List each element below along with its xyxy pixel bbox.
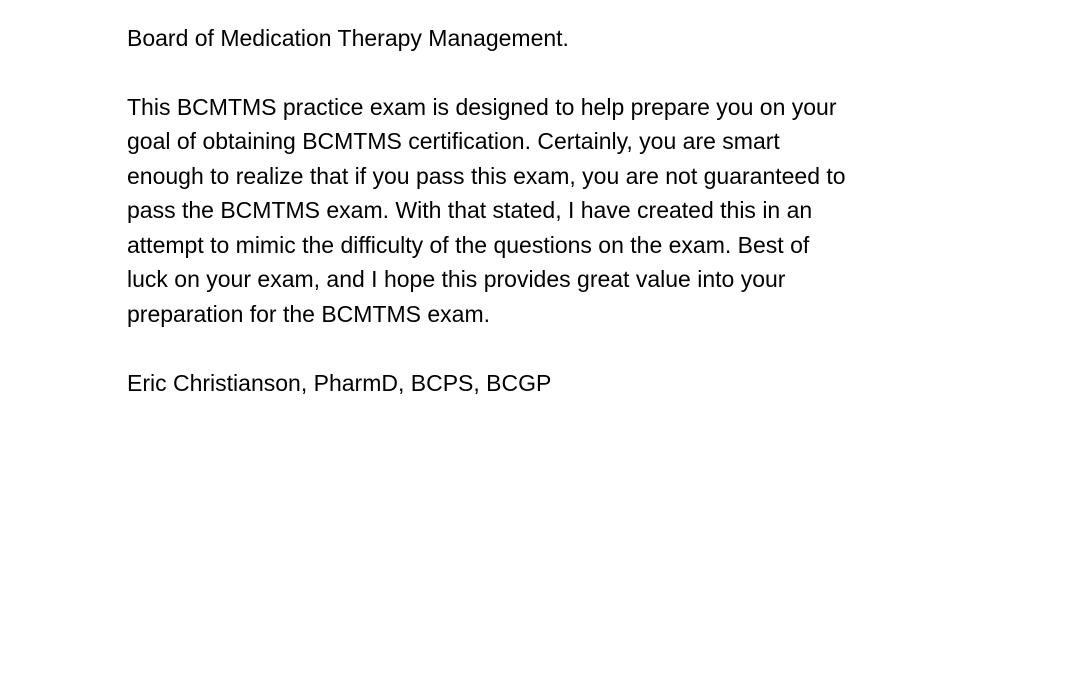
paragraph-gap [127,55,957,90]
document-body [127,0,957,400]
main-line-4: pass the BCMTMS exam. With that stated, I have created this in an [127,197,813,223]
clipped-top-line [127,0,957,21]
paragraph-gap [127,331,957,366]
signature-line: Eric Christianson, PharmD, BCPS, BCGP [127,369,552,396]
main-line-5: attempt to mimic the difficulty of the questions on the exam. Best of [127,231,810,258]
main-line-3: enough to realize that if you pass this exam, you are not guaranteed to [127,162,846,189]
main-line-2: goal of obtaining BCMTMS certification. Certainly, you are smart [127,128,780,154]
main-line-1: This BCMTMS practice exam is designed to help prepare you on your [127,93,837,120]
main-line-7: preparation for the BCMTMS exam. [127,300,491,327]
intro-line-2: Board of Medication Therapy Management. [127,24,569,51]
main-line-6: luck on your exam, and I hope this provides great value into your [127,266,786,292]
